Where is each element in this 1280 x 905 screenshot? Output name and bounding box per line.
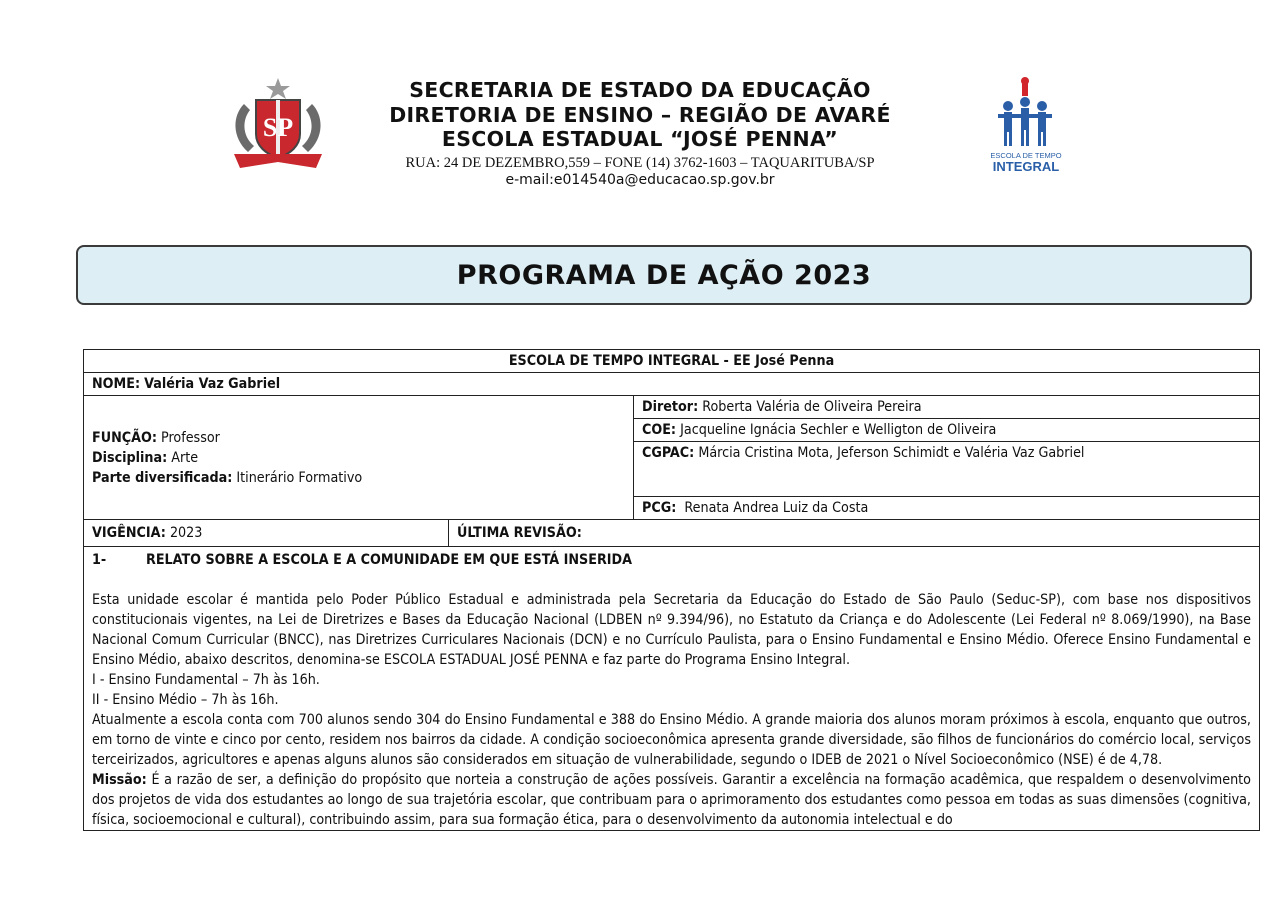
nome-cell <box>84 373 1260 396</box>
escola-tempo-integral-logo <box>980 76 1072 176</box>
cgpac-value: Márcia Cristina Mota, Jeferson Schimidt e Valéria Vaz Gabriel <box>698 445 1085 461</box>
missao-label: Missão: <box>92 772 147 788</box>
section1-title-text: RELATO SOBRE A ESCOLA E A COMUNIDADE EM QUE ESTÁ INSERIDA <box>146 552 633 568</box>
pcg-label: PCG: <box>642 500 677 516</box>
nome-row <box>84 373 1260 396</box>
section1-number: 1- <box>92 552 107 568</box>
cgpac-label: CGPAC: <box>642 445 695 461</box>
header-escola: ESCOLA ESTADUAL “JOSÉ PENNA” <box>441 127 839 151</box>
vigencia-row <box>84 520 1260 547</box>
coe-label: COE: <box>642 422 677 438</box>
action-program-table <box>83 349 1260 831</box>
disciplina-label: Disciplina: <box>92 449 168 466</box>
section1-paragraph-2: Atualmente a escola conta com 700 alunos sendo 304 do Ensino Fundamental e 388 do Ensino Médio. A grande maioria dos alunos moram próximos à escola, enquanto que outros, em torno de vinte e cinco por cento, residem nos bairros da cidade. A condição socioeconômica apresenta grande diversidade, são filhos de funcionários do comércio local, serviços terceirizados, agricultores e apenas alguns alunos são considerados em situação de vulnerabilidade, segundo o IDEB de 2021 o Nível Socioeconômico (NSE) é de 4,78. <box>92 712 1251 768</box>
header-diretoria: DIRETORIA DE ENSINO – REGIÃO DE AVARÉ <box>389 102 891 127</box>
missao-paragraph <box>92 770 1251 830</box>
document-header <box>0 0 1280 200</box>
diretor-row <box>84 396 1260 419</box>
pcg-cell <box>634 497 1260 520</box>
header-text-block <box>340 78 940 189</box>
section1-paragraph-1: Esta unidade escolar é mantida pelo Poder Público Estadual e administrada pela Secretaria da Educação do Estado de São Paulo (Seduc-SP), com base nos dispositivos constitucionais vigentes, na Lei de Diretrizes e Bases da Educação Nacional (LDBEN nº 9.394/96), no Estatuto da Criança e do Adolescente (Lei Federal nº 8.069/1990), na Base Nacional Comum Curricular (BNCC), nas Diretrizes Curriculares Nacionais (DCN) e no Currículo Paulista, para o Ensino Fundamental e Ensino Médio. Oferece Ensino Fundamental e Ensino Médio, abaixo descritos, denomina-se ESCOLA ESTADUAL JOSÉ PENNA e faz parte do Programa Ensino Integral. <box>92 592 1251 668</box>
program-title-box <box>76 245 1252 305</box>
diretor-value: Roberta Valéria de Oliveira Pereira <box>702 399 922 415</box>
header-address: RUA: 24 DE DEZEMBRO,559 – FONE (14) 3762-1603 – TAQUARITUBA/SP <box>405 154 875 171</box>
logo-integral-line2: INTEGRAL <box>992 159 1060 174</box>
header-email: e-mail:e014540a@educacao.sp.gov.br <box>505 171 775 188</box>
section1-title <box>92 550 1251 570</box>
parte-value: Itinerário Formativo <box>236 469 363 486</box>
funcao-value: Professor <box>161 429 220 446</box>
pcg-value: Renata Andrea Luiz da Costa <box>684 500 869 516</box>
disciplina-value: Arte <box>171 449 199 466</box>
revisao-label: ÚLTIMA REVISÃO: <box>457 525 582 541</box>
vigencia-value: 2023 <box>169 525 203 541</box>
section1-row <box>84 547 1260 831</box>
vigencia-label: VIGÊNCIA: <box>92 525 166 541</box>
revisao-cell <box>449 520 1260 547</box>
cgpac-cell <box>634 442 1260 497</box>
vigencia-cell <box>84 520 449 547</box>
sao-paulo-coat-of-arms-logo <box>224 76 332 172</box>
logo-integral-line1: ESCOLA DE TEMPO <box>990 151 1062 160</box>
funcao-label: FUNÇÃO: <box>92 429 157 446</box>
parte-label: Parte diversificada: <box>92 469 233 486</box>
section1-item-1: I - Ensino Fundamental – 7h às 16h. <box>92 672 320 688</box>
nome-label: NOME: <box>92 376 141 392</box>
table-heading: ESCOLA DE TEMPO INTEGRAL - EE José Penna <box>84 350 1260 373</box>
diretor-cell <box>634 396 1260 419</box>
coe-cell <box>634 419 1260 442</box>
program-title: PROGRAMA DE AÇÃO 2023 <box>456 259 872 291</box>
nome-value: Valéria Vaz Gabriel <box>144 376 281 392</box>
section1-cell <box>84 547 1260 831</box>
role-cell <box>84 396 634 520</box>
header-secretaria: SECRETARIA DE ESTADO DA EDUCAÇÃO <box>409 78 871 102</box>
section1-item-2: II - Ensino Médio – 7h às 16h. <box>92 692 279 708</box>
table-heading-row <box>84 350 1260 373</box>
missao-text: É a razão de ser, a definição do propósito que norteia a construção de ações possíveis. Garantir a excelência na formação acadêmica, que respaldem o desenvolvimento dos projetos de vida dos estudantes ao longo de sua trajetória escolar, que contribuam para o aprimoramento dos estudantes como pessoa em todas as suas dimensões (cognitiva, física, socioemocional e cultural), contribuindo assim, para sua formação ética, para o desenvolvimento da autonomia intelectual e do <box>92 772 1251 828</box>
diretor-label: Diretor: <box>642 399 699 415</box>
coe-value: Jacqueline Ignácia Sechler e Welligton de Oliveira <box>680 422 997 438</box>
logo-sp-letters: SP <box>262 113 294 142</box>
